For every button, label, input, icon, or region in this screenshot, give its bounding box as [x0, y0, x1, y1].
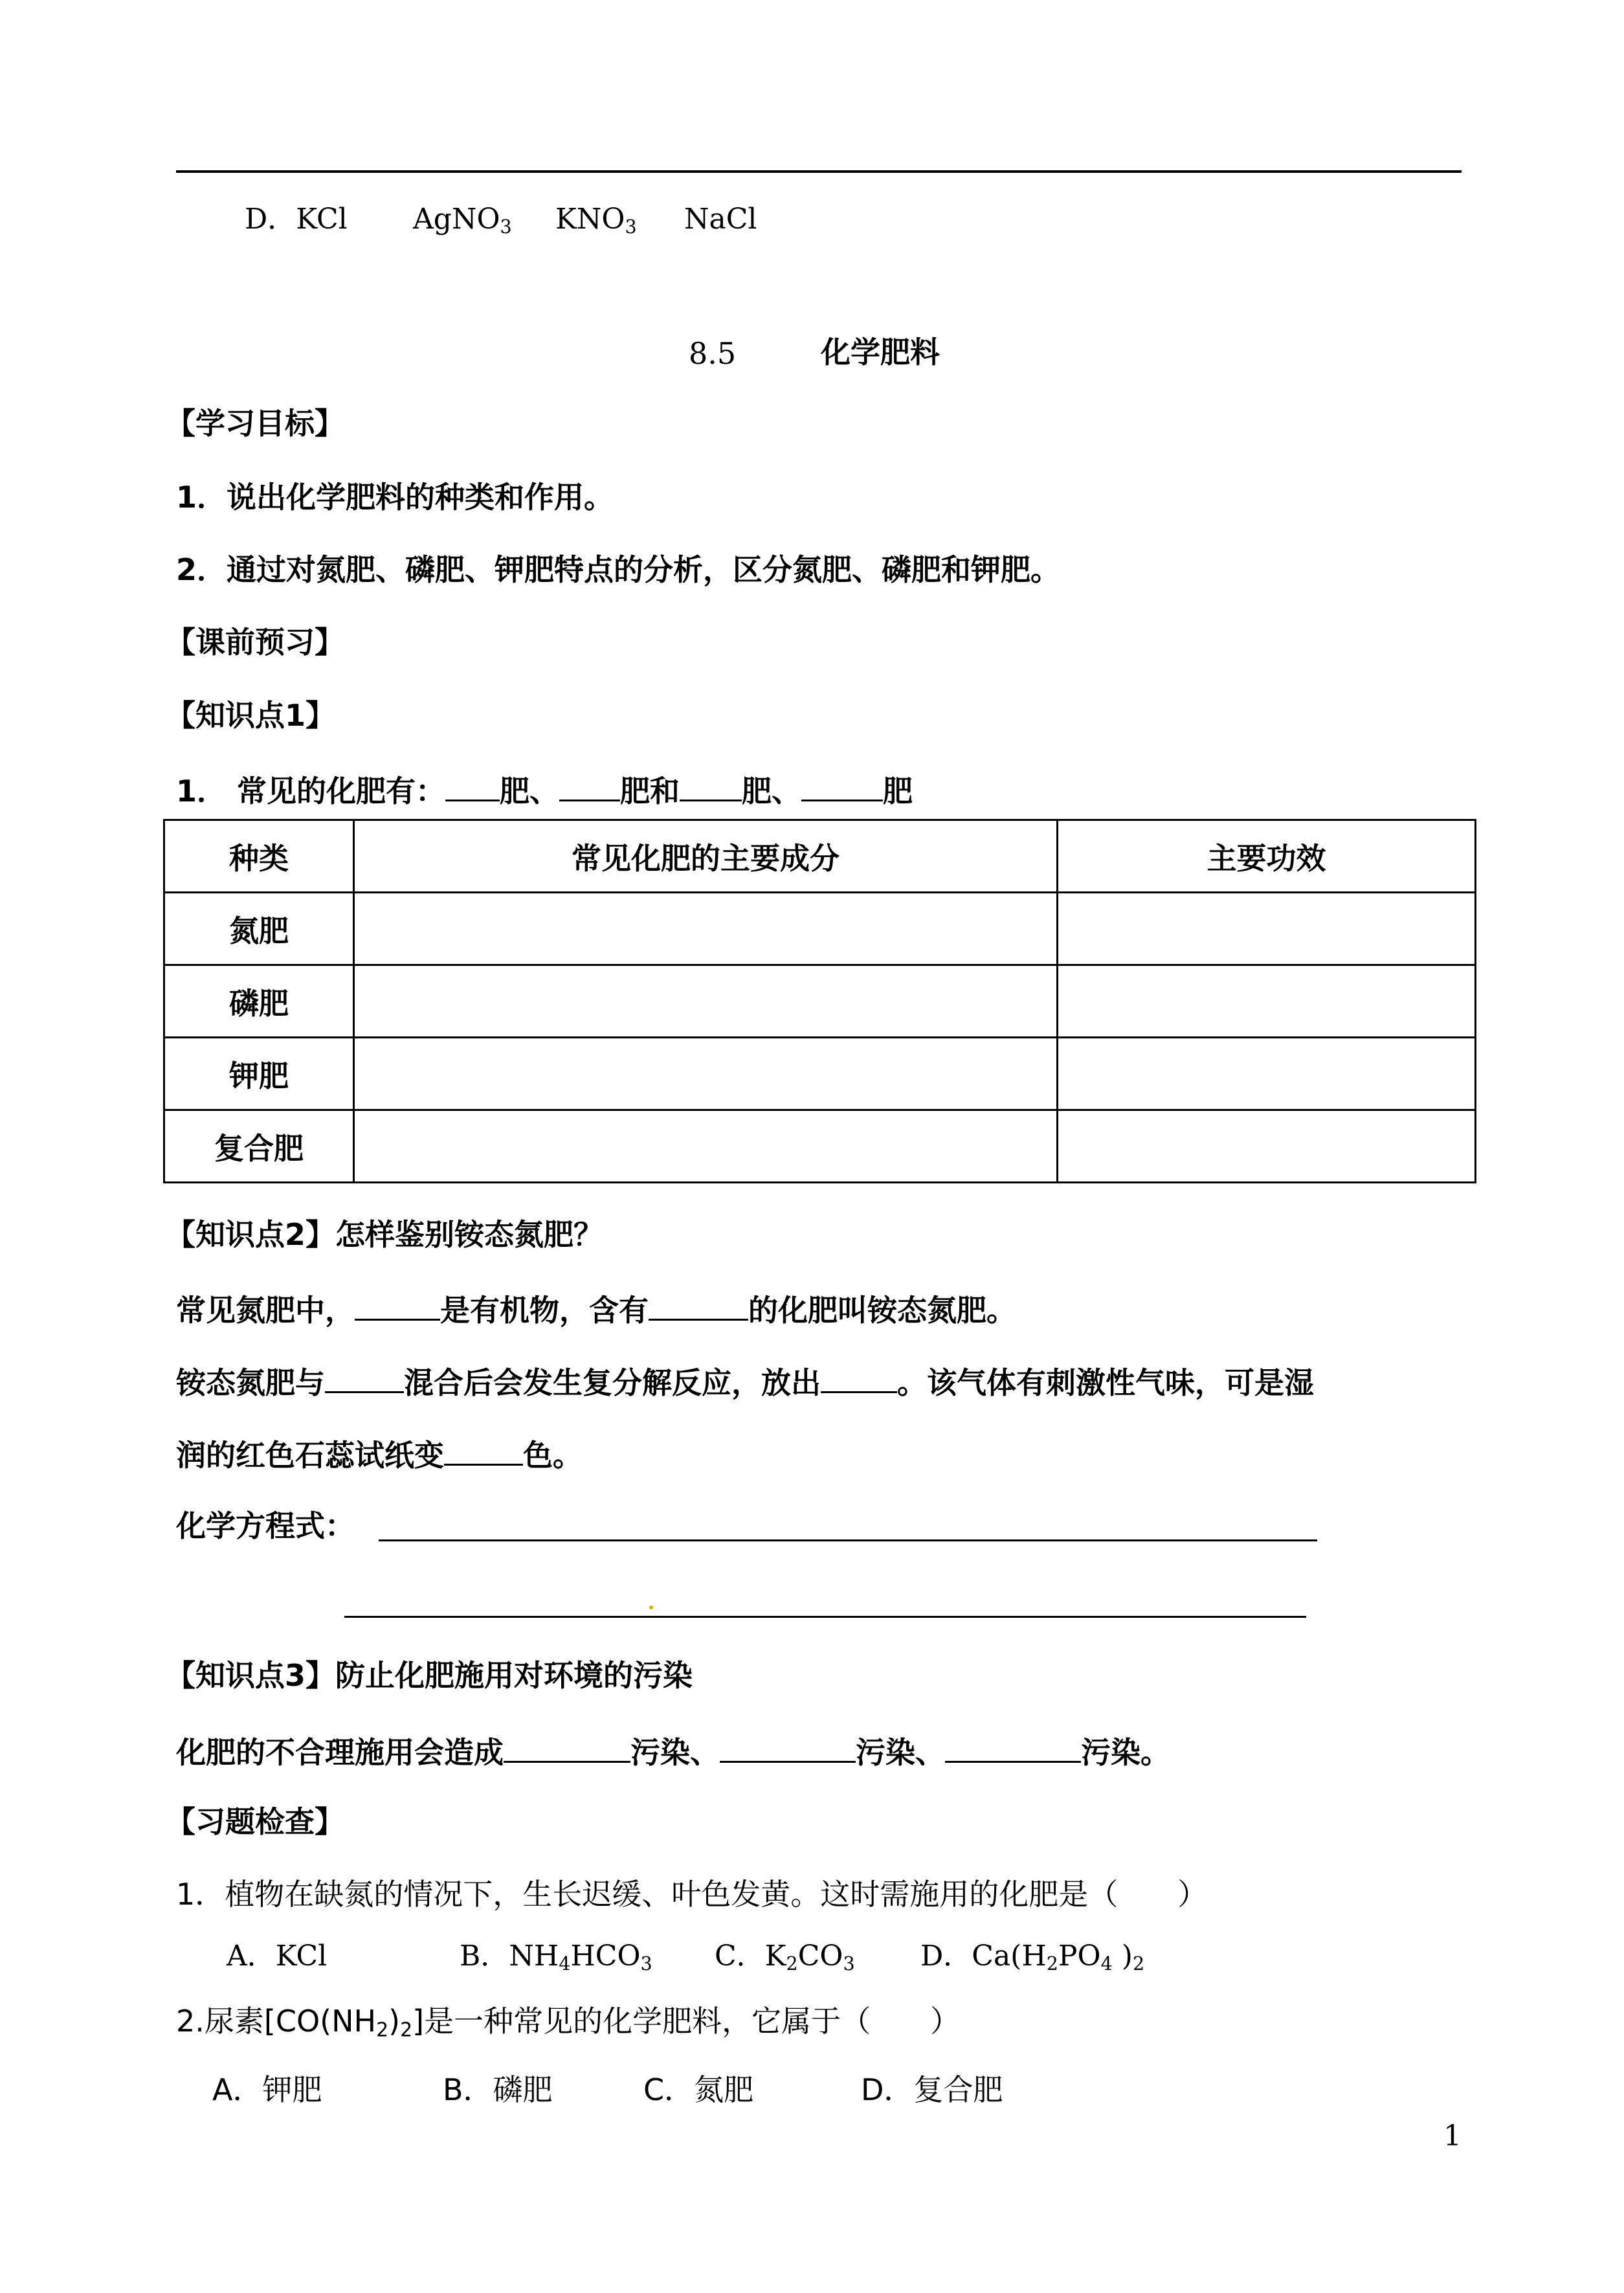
exercise-heading: 【习题检查】: [166, 1804, 344, 1839]
q2-option-a[interactable]: A．钾肥: [212, 2072, 322, 2107]
kp3-heading: 【知识点3】防止化肥施用对环境的污染: [166, 1658, 693, 1693]
kp2-line-3: 润的红色石蕊试纸变 色。: [176, 1433, 583, 1475]
table-header-type: 种类: [164, 820, 354, 893]
q1-option-c[interactable]: C．$K_2CO_3$: [715, 1940, 855, 1975]
learning-goals-heading: 【学习目标】: [166, 406, 344, 441]
equation-label: 化学方程式：: [176, 1508, 355, 1543]
table-cell-effect[interactable]: [1058, 1110, 1476, 1183]
table-cell-components[interactable]: [354, 893, 1058, 965]
table-row: [164, 893, 1476, 965]
table-row-label: 复合肥: [164, 1110, 354, 1183]
blank-organic[interactable]: [355, 1288, 440, 1321]
blank-color[interactable]: [444, 1433, 523, 1466]
blank-ammonium[interactable]: [649, 1288, 748, 1321]
kp2-line-2: 铵态氮肥与 混合后会发生复分解反应，放出 。该气体有刺激性气味，可是湿: [176, 1360, 1314, 1402]
header-rule: [176, 170, 1462, 173]
exercise-question-1: 1．植物在缺氮的情况下，生长迟缓、叶色发黄。这时需施用的化肥是（ ）: [176, 1877, 1208, 1912]
kp3-line: 化肥的不合理施用会造成 污染、 污染、 污染。: [176, 1730, 1170, 1772]
table-cell-effect[interactable]: [1058, 965, 1476, 1038]
learning-goal-1: 1．说出化学肥料的种类和作用。: [176, 480, 614, 515]
blank-pollution-1[interactable]: [504, 1730, 630, 1763]
section-number: 8.5: [689, 336, 737, 371]
prev-option-d-item-1: AgNO$_3$: [413, 203, 512, 238]
table-row: [164, 965, 1476, 1038]
table-cell-effect[interactable]: [1058, 893, 1476, 965]
kp1-heading: 【知识点1】: [166, 698, 336, 733]
table-row-label: 磷肥: [164, 965, 354, 1038]
q1-option-d[interactable]: D．$Ca(H_2PO_4$ )$_2$: [920, 1940, 1145, 1975]
page-number: 1: [1443, 2120, 1462, 2153]
table-row-label: 钾肥: [164, 1038, 354, 1110]
equation-line-2[interactable]: [344, 1616, 1306, 1618]
table-row: [164, 1038, 1476, 1110]
q2-option-c[interactable]: C．氮肥: [643, 2072, 754, 2107]
table-row-label: 氮肥: [164, 893, 354, 965]
prev-option-d-item-3: NaCl: [684, 203, 757, 236]
prev-option-d-label: D．KCl: [245, 203, 348, 236]
blank-mix-with[interactable]: [325, 1360, 404, 1393]
kp2-line-1: 常见氮肥中， 是有机物，含有 的化肥叫铵态氮肥。: [176, 1288, 1016, 1330]
prev-option-d-item-2: $KNO_3$: [555, 203, 637, 238]
prev-option-d: [245, 200, 348, 239]
stray-mark: [649, 1605, 653, 1609]
table-header-effect: 主要功效: [1058, 820, 1476, 893]
section-title: 化学肥料: [821, 335, 940, 370]
q2-option-b[interactable]: B．磷肥: [443, 2072, 553, 2107]
blank-fertilizer-4[interactable]: [801, 768, 883, 801]
blank-fertilizer-3[interactable]: [680, 768, 742, 801]
preview-heading: 【课前预习】: [166, 625, 344, 660]
q2-option-d[interactable]: D．复合肥: [861, 2072, 1003, 2107]
q1-option-b[interactable]: B．$NH_4HCO_3$: [460, 1940, 652, 1975]
table-cell-components[interactable]: [354, 1110, 1058, 1183]
table-cell-components[interactable]: [354, 965, 1058, 1038]
blank-pollution-2[interactable]: [720, 1730, 856, 1763]
blank-gas[interactable]: [821, 1360, 897, 1393]
exercise-question-2: 2.尿素$[CO(NH_2)_2]$是一种常见的化学肥料，它属于（ ）: [176, 2004, 961, 2042]
blank-fertilizer-1[interactable]: [445, 768, 500, 801]
table-header-components: 常见化肥的主要成分: [354, 820, 1058, 893]
table-header-row: [164, 820, 1476, 893]
table-row: [164, 1110, 1476, 1183]
fertilizer-table: [163, 819, 1476, 1183]
kp1-question: 1． 常见的化肥有： 肥、 肥和 肥、 肥: [176, 768, 913, 811]
table-cell-components[interactable]: [354, 1038, 1058, 1110]
table-cell-effect[interactable]: [1058, 1038, 1476, 1110]
kp2-heading: 【知识点2】怎样鉴别铵态氮肥？: [166, 1217, 604, 1252]
blank-fertilizer-2[interactable]: [559, 768, 620, 801]
equation-line-1[interactable]: [379, 1539, 1317, 1541]
q1-option-a[interactable]: A．KCl: [227, 1940, 328, 1973]
learning-goal-2: 2．通过对氮肥、磷肥、钾肥特点的分析，区分氮肥、磷肥和钾肥。: [176, 552, 1061, 587]
blank-pollution-3[interactable]: [945, 1730, 1081, 1763]
